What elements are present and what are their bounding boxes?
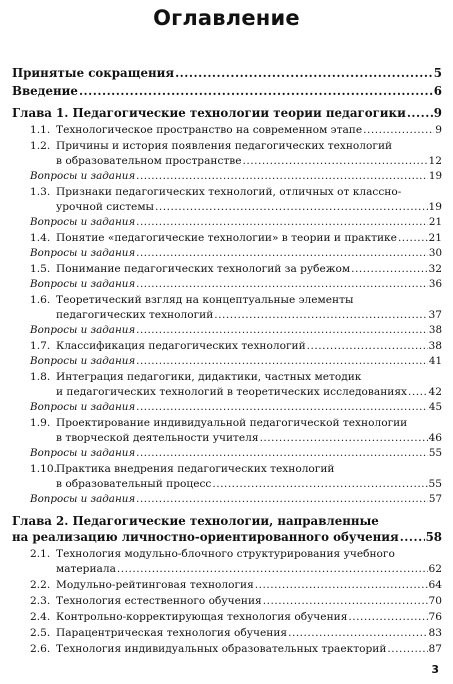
dot-leader [363,124,434,136]
entry-title: Технология естественного обучения [56,595,262,607]
entry-title: материала [56,563,116,575]
dot-leader [136,324,428,336]
toc-entry-section-1-9-line1[interactable] [30,417,407,429]
entry-page: 83 [428,627,442,639]
entry-title: педагогических технологий [56,309,214,321]
entry-title: Контрольно-корректирующая технология обучения [56,611,348,623]
dot-leader [136,278,428,290]
toc-entry-section-1-10-line1[interactable] [30,463,334,475]
toc-entry-section-1-6[interactable] [56,309,442,321]
entry-page: 5 [433,66,442,80]
entry-page: 45 [428,401,442,413]
dot-leader [175,66,433,80]
section-number: 2.2. [30,579,51,591]
entry-page: 6 [433,84,442,98]
entry-title: Понятие «педагогические технологии» в теории и практике [56,232,397,244]
dot-leader [212,478,427,490]
entry-page: 32 [428,263,442,275]
entry-page: 76 [428,611,442,623]
toc-entry-section-2-3[interactable] [30,595,442,607]
toc-entry-section-1-1[interactable] [30,124,442,136]
toc-entry-questions[interactable] [30,447,442,459]
entry-page: 42 [428,386,442,398]
entry-title: Понимание педагогических технологий за рубежом [56,263,351,275]
dot-leader [351,263,427,275]
entry-title: Вопросы и задания [30,355,136,367]
entry-page: 21 [428,216,442,228]
toc-entry-section-1-8-line1[interactable] [30,371,361,383]
entry-title: Парацентрическая технология обучения [56,627,288,639]
toc-entry-questions[interactable] [30,355,442,367]
entry-title: Вопросы и задания [30,247,136,259]
dot-leader [155,201,428,213]
toc-entry-section-1-2[interactable] [56,155,442,167]
section-number: 1.6. [30,294,51,306]
dot-leader [400,530,425,544]
section-number: 1.7. [30,340,51,352]
toc-entry-chapter-2-line1[interactable] [12,514,379,528]
toc-entry-section-1-9[interactable] [56,432,442,444]
dot-leader [288,627,427,639]
toc-entry-section-1-3-line1[interactable] [30,186,401,198]
entry-page: 57 [428,493,442,505]
entry-title: Вопросы и задания [30,401,136,413]
entry-title-line1: Интеграция педагогики, дидактики, частных методик [56,371,362,383]
page-title: Оглавление [153,6,300,30]
toc-entry-questions[interactable] [30,401,442,413]
entry-title: Технология индивидуальных образовательных траекторий [56,643,387,655]
toc-entry-section-1-4[interactable] [30,232,442,244]
dot-leader [214,309,427,321]
section-number: 1.8. [30,371,51,383]
dot-leader [136,247,428,259]
toc-entry-introduction[interactable] [12,84,442,98]
toc-entry-section-1-2-line1[interactable] [30,140,392,152]
dot-leader [136,447,428,459]
toc-entry-section-1-6-line1[interactable] [30,294,353,306]
section-number: 2.5. [30,627,51,639]
entry-page: 62 [428,563,442,575]
toc-entry-chapter-2[interactable] [12,530,442,544]
toc-entry-section-2-2[interactable] [30,579,442,591]
entry-page: 37 [428,309,442,321]
entry-page: 38 [428,340,442,352]
entry-page: 64 [428,579,442,591]
entry-page: 21 [428,232,442,244]
section-number: 2.4. [30,611,51,623]
entry-title: Вопросы и задания [30,493,136,505]
entry-title: в творческой деятельности учителя [56,432,259,444]
entry-page: 9 [435,124,442,136]
toc-entry-section-2-4[interactable] [30,611,442,623]
entry-title: Вопросы и задания [30,170,136,182]
toc-entry-section-1-3[interactable] [56,201,442,213]
toc-entry-section-1-10[interactable] [56,478,442,490]
dot-leader [136,493,428,505]
entry-title-line1: Практика внедрения педагогических технологий [56,463,335,475]
dot-leader [307,340,428,352]
section-number: 1.9. [30,417,51,429]
section-number: 1.4. [30,232,51,244]
toc-entry-section-1-5[interactable] [30,263,442,275]
entry-title: Вопросы и задания [30,447,136,459]
section-number: 1.10. [30,463,57,475]
toc-entry-questions[interactable] [30,216,442,228]
dot-leader [407,106,433,120]
entry-title: Вопросы и задания [30,278,136,290]
page-number: 3 [431,663,439,676]
section-number: 2.6. [30,643,51,655]
toc-entry-section-1-7[interactable] [30,340,442,352]
entry-page: 38 [428,324,442,336]
entry-title: Технологическое пространство на современном этапе [56,124,363,136]
entry-page: 41 [428,355,442,367]
dot-leader [255,579,428,591]
entry-title: Модульно-рейтинговая технология [56,579,254,591]
section-number: 1.1. [30,124,51,136]
entry-title-line1: Теоретический взгляд на концептуальные элементы [56,294,354,306]
dot-leader [348,611,427,623]
entry-page: 58 [425,530,442,544]
dot-leader [136,216,428,228]
toc-entry-section-2-5[interactable] [30,627,442,639]
dot-leader [387,643,427,655]
entry-page: 70 [428,595,442,607]
section-number: 1.5. [30,263,51,275]
entry-title: Вопросы и задания [30,216,136,228]
entry-title: урочной системы [56,201,154,213]
section-number: 1.3. [30,186,51,198]
dot-leader [243,155,428,167]
entry-title: Классификация педагогических технологий [56,340,306,352]
toc-entry-questions[interactable] [30,247,442,259]
entry-page: 19 [428,170,442,182]
entry-title: в образовательный процесс [56,478,212,490]
entry-title-line1: Признаки педагогических технологий, отличных от классно- [56,186,402,198]
toc-entry-questions[interactable] [30,324,442,336]
entry-title-line1: Технология модульно-блочного структурирования учебного [56,548,395,560]
toc-entry-section-2-1[interactable] [56,563,442,575]
entry-page: 19 [428,201,442,213]
entry-title-line1: Проектирование индивидуальной педагогической технологии [56,417,408,429]
entry-title: и педагогических технологий в теоретических исследованиях [56,386,407,398]
entry-page: 55 [428,447,442,459]
dot-leader [408,386,428,398]
entry-page: 30 [428,247,442,259]
section-number: 1.2. [30,140,51,152]
entry-title: Глава 1. Педагогические технологии теории педагогики [12,106,406,120]
entry-title: Введение [12,84,78,98]
dot-leader [136,170,428,182]
toc-entry-questions[interactable] [30,278,442,290]
dot-leader [260,432,428,444]
toc-entry-abbreviations[interactable] [12,66,442,80]
entry-title-line1: Глава 2. Педагогические технологии, направленные [12,514,379,528]
entry-title: Вопросы и задания [30,324,136,336]
dot-leader [398,232,428,244]
toc-entry-section-2-1-line1[interactable] [30,548,395,560]
section-number: 2.3. [30,595,51,607]
entry-title-line1: Причины и история появления педагогических технологий [56,140,393,152]
dot-leader [136,355,428,367]
entry-page: 36 [428,278,442,290]
toc-entry-chapter-1[interactable] [12,106,442,120]
entry-page: 12 [428,155,442,167]
entry-page: 46 [428,432,442,444]
toc-entry-section-1-8[interactable] [56,386,442,398]
toc-entry-section-2-6[interactable] [30,643,442,655]
dot-leader [117,563,428,575]
dot-leader [263,595,428,607]
entry-title: Принятые сокращения [12,66,175,80]
section-number: 2.1. [30,548,51,560]
entry-title: в образовательном пространстве [56,155,242,167]
dot-leader [79,84,433,98]
entry-title: на реализацию личностно-ориентированного обучения [12,530,399,544]
entry-page: 87 [428,643,442,655]
toc-entry-questions[interactable] [30,170,442,182]
dot-leader [136,401,428,413]
entry-page: 55 [428,478,442,490]
toc-entry-questions[interactable] [30,493,442,505]
entry-page: 9 [433,106,442,120]
